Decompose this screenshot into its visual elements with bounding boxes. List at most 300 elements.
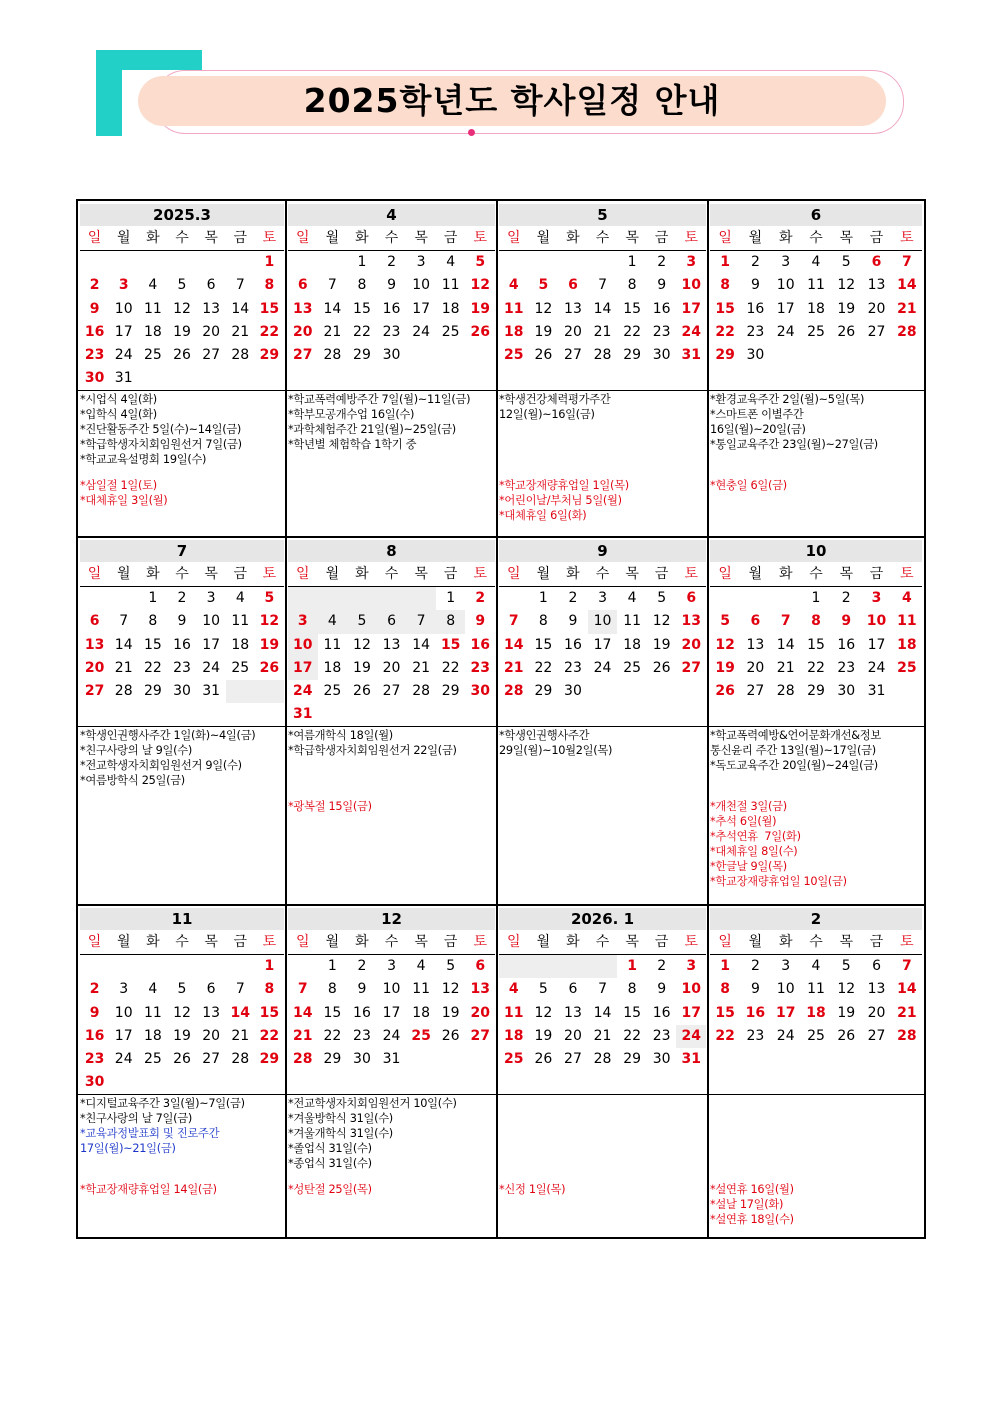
weekday-label: 토 — [473, 566, 488, 582]
date-cell — [80, 587, 109, 610]
week-row — [499, 657, 706, 680]
date-cell: 22 — [715, 1027, 735, 1044]
holiday-note: *학교장재량휴업일 1일(목) — [499, 479, 629, 492]
date-cell — [318, 587, 348, 610]
date-cell: 2 — [89, 981, 100, 998]
date-cell: 4 — [901, 590, 912, 606]
date-cell: 2 — [841, 590, 851, 606]
date-cell: 19 — [837, 300, 856, 317]
week-row — [499, 344, 706, 367]
weekday-label: 일 — [87, 566, 102, 582]
date-cell: 7 — [119, 613, 129, 630]
date-cell: 31 — [867, 683, 886, 700]
weekday-label: 토 — [900, 230, 914, 246]
date-cell: 10 — [681, 981, 701, 998]
page-title: 2025학년도 학사일정 안내 — [303, 81, 721, 120]
date-cell: 11 — [623, 613, 642, 630]
date-cell: 13 — [681, 613, 701, 630]
date-grid — [80, 954, 284, 1095]
date-cell: 25 — [504, 1051, 524, 1068]
date-cell: 3 — [598, 590, 607, 606]
date-cell: 17 — [114, 323, 133, 340]
date-cell: 8 — [148, 613, 158, 630]
date-cell: 5 — [720, 613, 731, 630]
date-cell: 21 — [504, 659, 524, 676]
weekday-label: 토 — [684, 230, 699, 246]
date-cell: 15 — [623, 1004, 642, 1021]
date-cell — [465, 344, 495, 367]
week-row — [499, 1048, 706, 1071]
date-grid — [710, 586, 922, 703]
date-cell — [892, 680, 922, 703]
date-cell: 2 — [387, 254, 396, 270]
weekday-label: 목 — [625, 230, 639, 246]
date-cell: 21 — [776, 659, 795, 676]
weekday-label: 금 — [233, 934, 248, 950]
date-cell — [226, 367, 255, 390]
date-cell: 9 — [357, 981, 367, 998]
week-row — [288, 610, 495, 633]
weekday-label: 월 — [116, 566, 131, 582]
date-cell: 30 — [84, 1074, 105, 1091]
week-row — [288, 587, 495, 610]
date-cell — [465, 1048, 495, 1071]
date-cell: 11 — [143, 1004, 162, 1021]
weekday-label: 월 — [116, 934, 131, 950]
weekday-label: 목 — [625, 566, 639, 582]
month-title: 6 — [710, 204, 922, 226]
weekday-header — [288, 931, 495, 953]
date-cell: 29 — [259, 1051, 280, 1068]
date-cell: 1 — [811, 590, 821, 606]
date-cell: 30 — [353, 1051, 371, 1068]
week-row — [80, 298, 284, 321]
date-cell: 19 — [441, 1004, 460, 1021]
date-cell: 25 — [807, 1027, 825, 1044]
weekday-header — [710, 931, 922, 953]
event-notes — [78, 1094, 286, 1237]
date-cell: 23 — [353, 1027, 371, 1044]
date-cell: 16 — [470, 636, 490, 653]
date-cell: 22 — [259, 323, 280, 340]
date-cell: 3 — [387, 958, 396, 974]
date-cell: 28 — [593, 347, 612, 364]
date-cell: 5 — [657, 590, 667, 606]
date-cell: 30 — [652, 1051, 671, 1068]
date-cell: 1 — [148, 590, 158, 606]
week-row — [80, 251, 284, 274]
holiday-notes — [288, 799, 372, 814]
date-cell: 18 — [143, 1027, 162, 1044]
holiday-note: *삼일절 1일(토) — [80, 479, 157, 492]
weekday-label: 목 — [625, 934, 639, 950]
month-title: 8 — [288, 540, 495, 562]
date-cell: 29 — [143, 683, 162, 700]
date-cell: 19 — [534, 1027, 553, 1044]
date-cell: 14 — [897, 981, 917, 998]
date-cell: 22 — [323, 1027, 342, 1044]
weekday-label: 화 — [566, 230, 580, 246]
date-cell: 8 — [264, 277, 275, 294]
date-cell — [588, 251, 618, 274]
date-cell: 8 — [264, 981, 275, 998]
week-row — [710, 1025, 922, 1048]
weekday-label: 월 — [536, 230, 551, 246]
date-cell: 19 — [470, 300, 490, 317]
date-cell: 10 — [202, 613, 221, 630]
date-cell: 14 — [897, 277, 917, 294]
weekday-label: 화 — [566, 566, 580, 582]
holiday-note: *추석 6일(월) — [710, 815, 777, 828]
weekday-label: 토 — [262, 934, 277, 950]
week-row — [288, 978, 495, 1001]
week-row — [499, 1025, 706, 1048]
event-note: *여름방학식 25일(금) — [80, 774, 185, 787]
date-cell: 9 — [387, 277, 396, 294]
date-cell — [226, 680, 255, 703]
event-note: *입학식 4일(화) — [80, 408, 157, 421]
date-cell: 27 — [202, 347, 221, 364]
date-cell: 28 — [231, 1051, 250, 1068]
date-cell: 2 — [568, 590, 578, 606]
weekday-label: 일 — [296, 934, 310, 950]
date-cell: 19 — [652, 636, 671, 653]
week-row — [710, 274, 922, 297]
date-cell: 9 — [89, 1004, 100, 1021]
date-cell: 6 — [568, 277, 578, 294]
weekday-label: 토 — [684, 934, 699, 950]
date-cell: 6 — [871, 254, 882, 270]
week-row — [710, 657, 922, 680]
date-cell: 21 — [412, 659, 431, 676]
date-cell — [197, 1071, 226, 1094]
date-cell — [226, 251, 255, 274]
week-row — [710, 251, 922, 274]
date-cell: 23 — [382, 323, 401, 340]
week-row — [499, 680, 706, 703]
week-row — [499, 610, 706, 633]
weekday-label: 화 — [146, 566, 160, 582]
date-cell: 25 — [411, 1027, 431, 1044]
date-cell: 15 — [259, 1004, 280, 1021]
date-cell: 13 — [564, 1004, 582, 1021]
date-cell: 11 — [323, 636, 342, 653]
date-grid — [710, 250, 922, 367]
date-cell: 16 — [84, 323, 105, 340]
date-cell: 25 — [143, 1051, 162, 1068]
date-cell: 14 — [114, 636, 133, 653]
date-cell: 28 — [323, 347, 342, 364]
date-cell: 18 — [504, 1027, 524, 1044]
date-cell — [226, 1071, 255, 1094]
date-cell: 17 — [775, 1004, 796, 1021]
week-row — [499, 978, 706, 1001]
date-cell: 24 — [776, 1027, 795, 1044]
holiday-note: *설연휴 18일(수) — [710, 1213, 794, 1226]
date-cell: 25 — [441, 323, 460, 340]
date-cell: 12 — [259, 613, 280, 630]
month-block — [497, 905, 708, 1237]
date-cell: 7 — [598, 277, 607, 294]
date-cell: 3 — [686, 958, 697, 974]
weekday-label: 토 — [900, 934, 914, 950]
date-cell: 1 — [627, 254, 637, 270]
date-cell: 14 — [593, 300, 612, 317]
date-cell: 13 — [867, 277, 886, 294]
date-cell: 29 — [807, 683, 825, 700]
date-cell: 12 — [353, 636, 371, 653]
date-cell — [588, 955, 618, 978]
date-cell: 3 — [871, 590, 882, 606]
date-cell: 21 — [231, 1027, 250, 1044]
date-cell: 27 — [867, 1027, 886, 1044]
decorative-dot — [468, 129, 475, 136]
date-cell: 13 — [84, 636, 105, 653]
date-cell: 28 — [593, 1051, 612, 1068]
date-grid — [80, 250, 284, 391]
event-note: *학급학생자치회임원선거 22일(금) — [288, 744, 457, 757]
event-note: 통신윤리 주간 13일(월)~17일(금) — [710, 744, 876, 757]
weekday-label: 화 — [778, 230, 793, 246]
date-cell: 16 — [837, 636, 856, 653]
date-cell: 29 — [323, 1051, 342, 1068]
date-cell: 20 — [382, 659, 401, 676]
date-cell: 30 — [470, 683, 490, 700]
date-cell: 17 — [202, 636, 221, 653]
date-cell: 3 — [416, 254, 426, 270]
date-cell: 28 — [897, 323, 917, 340]
weekday-label: 수 — [175, 934, 189, 950]
week-row — [499, 321, 706, 344]
week-row — [288, 251, 495, 274]
week-row — [499, 251, 706, 274]
date-cell: 31 — [681, 347, 701, 364]
date-cell: 9 — [89, 300, 100, 317]
date-grid — [288, 954, 495, 1071]
date-cell: 20 — [564, 323, 582, 340]
date-cell: 14 — [230, 1004, 251, 1021]
week-row — [710, 610, 922, 633]
date-cell: 29 — [441, 683, 460, 700]
weekday-label: 목 — [839, 934, 854, 950]
date-cell: 30 — [746, 347, 765, 364]
date-cell: 3 — [206, 590, 216, 606]
date-cell — [892, 344, 922, 367]
date-grid — [499, 954, 706, 1071]
date-cell — [558, 955, 588, 978]
date-cell: 29 — [534, 683, 553, 700]
date-cell: 28 — [776, 683, 795, 700]
date-cell: 24 — [114, 347, 133, 364]
date-cell: 28 — [114, 683, 133, 700]
date-cell: 19 — [173, 323, 191, 340]
date-cell: 3 — [781, 254, 791, 270]
week-row — [499, 955, 706, 978]
weekday-label: 수 — [595, 230, 610, 246]
date-cell: 24 — [681, 323, 701, 340]
date-cell: 26 — [259, 659, 280, 676]
holiday-note: *추석연휴 7일(화) — [710, 830, 801, 843]
holiday-notes — [288, 1182, 372, 1197]
date-cell: 3 — [119, 981, 129, 998]
date-grid — [288, 586, 495, 727]
date-cell: 20 — [564, 1027, 582, 1044]
date-cell: 20 — [746, 659, 765, 676]
event-note: 16일(월)~20일(금) — [710, 423, 806, 436]
grid-divider — [285, 201, 287, 1237]
date-cell: 4 — [148, 981, 158, 998]
date-cell: 31 — [681, 1051, 701, 1068]
date-cell: 9 — [841, 613, 852, 630]
weekday-label: 화 — [566, 934, 580, 950]
event-note: *학교폭력예방&언어문화개선&정보 — [710, 729, 881, 742]
month-title: 7 — [80, 540, 284, 562]
date-cell: 24 — [382, 1027, 401, 1044]
date-cell: 8 — [357, 277, 367, 294]
date-cell: 10 — [288, 634, 318, 657]
date-cell: 18 — [323, 659, 342, 676]
date-cell: 15 — [715, 1004, 735, 1021]
date-cell: 26 — [470, 323, 490, 340]
weekday-label: 화 — [355, 230, 369, 246]
date-cell — [197, 251, 226, 274]
weekday-label: 일 — [296, 566, 310, 582]
week-row — [710, 634, 922, 657]
date-cell: 18 — [441, 300, 460, 317]
date-cell — [406, 1048, 436, 1071]
date-cell: 20 — [84, 659, 105, 676]
date-cell: 22 — [715, 323, 735, 340]
date-cell: 1 — [327, 958, 337, 974]
week-row — [80, 1002, 284, 1025]
weekday-label: 목 — [414, 566, 428, 582]
weekday-header — [499, 931, 706, 953]
grid-divider — [707, 201, 709, 1237]
date-cell: 23 — [746, 1027, 765, 1044]
date-cell: 28 — [504, 683, 524, 700]
event-notes — [497, 390, 708, 537]
date-cell: 25 — [504, 347, 524, 364]
weekday-label: 일 — [507, 934, 521, 950]
date-cell: 19 — [715, 659, 735, 676]
date-cell: 27 — [293, 347, 313, 364]
holiday-notes — [80, 1182, 217, 1197]
event-note-highlight: *교육과정발표회 및 진로주간 — [80, 1127, 220, 1140]
date-cell: 6 — [686, 590, 697, 606]
date-cell — [861, 344, 891, 367]
date-cell: 22 — [623, 1027, 642, 1044]
week-row — [288, 1002, 495, 1025]
date-cell — [226, 955, 255, 978]
date-cell: 14 — [293, 1004, 313, 1021]
title-banner — [96, 50, 906, 140]
event-note: *친구사랑의 날 9일(수) — [80, 744, 192, 757]
week-row — [499, 1002, 706, 1025]
date-cell: 6 — [750, 613, 761, 630]
date-cell: 2 — [177, 590, 187, 606]
event-note: 29일(월)~10월2일(목) — [499, 744, 613, 757]
weekday-label: 금 — [654, 566, 669, 582]
date-cell: 31 — [382, 1051, 401, 1068]
date-cell: 5 — [538, 981, 548, 998]
date-cell: 5 — [446, 958, 456, 974]
date-cell — [197, 955, 226, 978]
date-cell: 31 — [114, 370, 133, 387]
date-cell: 12 — [652, 613, 671, 630]
weekday-header — [80, 563, 284, 585]
week-row — [80, 657, 284, 680]
date-cell: 7 — [901, 254, 912, 270]
month-block — [78, 537, 286, 905]
weekday-header — [288, 227, 495, 249]
month-title: 12 — [288, 908, 495, 930]
date-cell — [406, 703, 436, 726]
date-cell: 22 — [534, 659, 553, 676]
date-cell: 12 — [534, 300, 553, 317]
date-cell: 23 — [84, 347, 105, 364]
date-cell: 16 — [173, 636, 191, 653]
date-grid — [80, 586, 284, 703]
month-block — [497, 201, 708, 537]
month-title: 5 — [499, 204, 706, 226]
date-cell: 25 — [231, 659, 250, 676]
date-cell: 26 — [715, 683, 735, 700]
date-cell: 22 — [143, 659, 162, 676]
date-cell: 30 — [84, 370, 105, 387]
weekday-label: 일 — [718, 934, 732, 950]
weekday-label: 월 — [748, 934, 763, 950]
month-block — [708, 537, 924, 905]
date-cell: 22 — [623, 323, 642, 340]
week-row — [710, 344, 922, 367]
event-note: *통일교육주간 23일(월)~27일(금) — [710, 438, 878, 451]
date-cell: 25 — [323, 683, 342, 700]
date-cell: 24 — [202, 659, 221, 676]
week-row — [80, 1025, 284, 1048]
event-note: *전교학생자치회임원선거 10일(수) — [288, 1097, 457, 1110]
event-note: *여름개학식 18일(월) — [288, 729, 393, 742]
date-cell: 18 — [806, 1004, 826, 1021]
date-cell: 6 — [475, 958, 486, 974]
date-cell: 20 — [202, 323, 221, 340]
date-cell: 11 — [231, 613, 250, 630]
week-row — [288, 1025, 495, 1048]
date-cell: 20 — [202, 1027, 221, 1044]
date-cell: 11 — [807, 277, 825, 294]
date-cell — [167, 251, 196, 274]
weekday-label: 금 — [869, 230, 884, 246]
weekday-label: 화 — [146, 934, 160, 950]
event-note: 12일(월)~16일(금) — [499, 408, 595, 421]
date-cell — [801, 344, 831, 367]
date-cell: 1 — [446, 590, 456, 606]
date-cell: 17 — [593, 636, 612, 653]
holiday-note: *성탄절 25일(목) — [288, 1183, 372, 1196]
date-cell — [109, 955, 138, 978]
date-cell: 13 — [202, 1004, 221, 1021]
date-cell: 26 — [534, 347, 553, 364]
event-note-highlight: 17일(월)~21일(금) — [80, 1142, 176, 1155]
month-block — [708, 905, 924, 1237]
date-cell — [255, 680, 284, 703]
date-cell — [347, 703, 377, 726]
date-cell: 10 — [776, 277, 795, 294]
weekday-label: 일 — [87, 934, 102, 950]
weekday-label: 월 — [325, 934, 340, 950]
event-note: *학부모공개수업 16일(수) — [288, 408, 415, 421]
date-cell: 14 — [593, 1004, 612, 1021]
date-cell: 9 — [657, 277, 667, 294]
